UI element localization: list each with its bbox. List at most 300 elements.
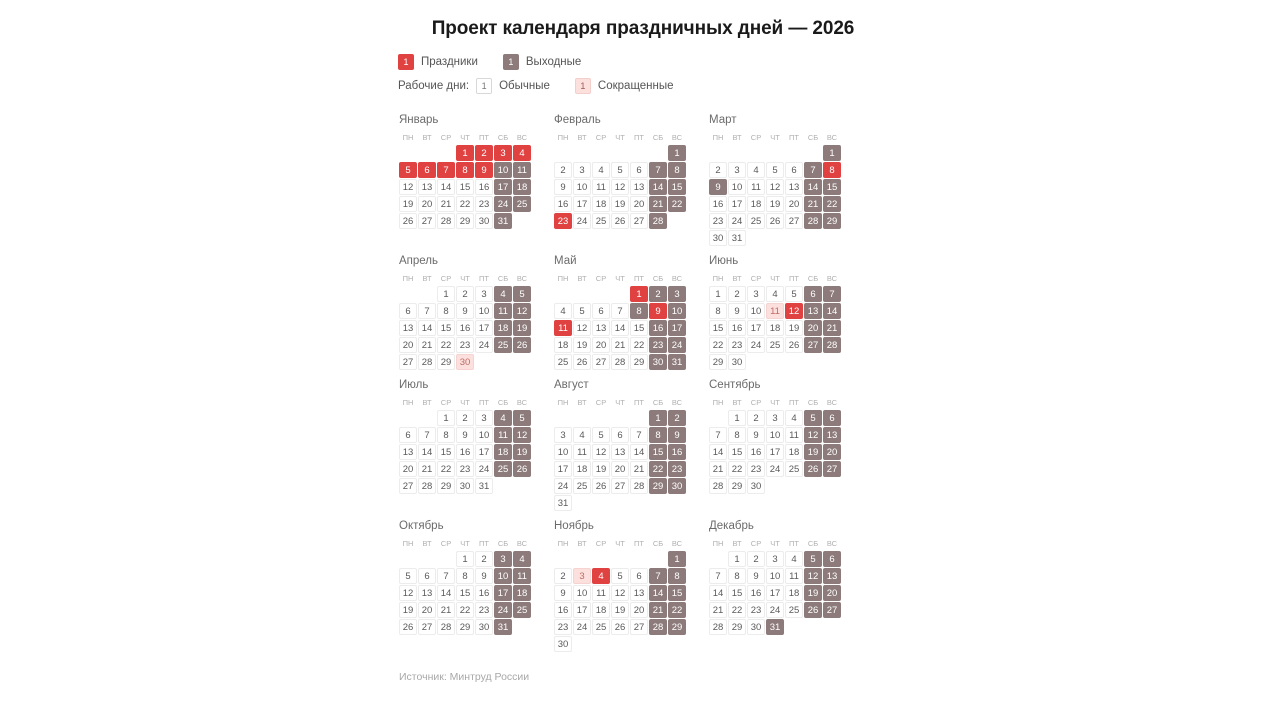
- day-cell-workday[interactable]: 16: [728, 320, 746, 336]
- day-cell-weekend[interactable]: 22: [668, 196, 686, 212]
- day-cell-workday[interactable]: 18: [592, 602, 610, 618]
- day-cell-workday[interactable]: 22: [728, 602, 746, 618]
- day-cell-weekend[interactable]: 31: [494, 619, 512, 635]
- day-cell-workday[interactable]: 9: [728, 303, 746, 319]
- day-cell-workday[interactable]: 4: [785, 551, 803, 567]
- day-cell-weekend[interactable]: 29: [649, 478, 667, 494]
- day-cell-workday[interactable]: 11: [592, 585, 610, 601]
- day-cell-workday[interactable]: 25: [592, 619, 610, 635]
- day-cell-workday[interactable]: 15: [456, 585, 474, 601]
- day-cell-workday[interactable]: 27: [592, 354, 610, 370]
- day-cell-workday[interactable]: 7: [611, 303, 629, 319]
- day-cell-workday[interactable]: 1: [456, 551, 474, 567]
- day-cell-workday[interactable]: 4: [766, 286, 784, 302]
- day-cell-workday[interactable]: 8: [709, 303, 727, 319]
- day-cell-workday[interactable]: 11: [785, 568, 803, 584]
- day-cell-weekend[interactable]: 19: [804, 585, 822, 601]
- day-cell-weekend[interactable]: 1: [668, 145, 686, 161]
- day-cell-weekend[interactable]: 12: [513, 303, 531, 319]
- day-cell-weekend[interactable]: 10: [668, 303, 686, 319]
- day-cell-weekend[interactable]: 10: [494, 568, 512, 584]
- day-cell-workday[interactable]: 14: [630, 444, 648, 460]
- day-cell-workday[interactable]: 16: [456, 320, 474, 336]
- day-cell-weekend[interactable]: 5: [804, 410, 822, 426]
- day-cell-workday[interactable]: 16: [475, 179, 493, 195]
- day-cell-workday[interactable]: 9: [554, 179, 572, 195]
- day-cell-workday[interactable]: 12: [592, 444, 610, 460]
- day-cell-workday[interactable]: 26: [399, 213, 417, 229]
- day-cell-workday[interactable]: 9: [475, 568, 493, 584]
- day-cell-workday[interactable]: 9: [747, 568, 765, 584]
- day-cell-workday[interactable]: 25: [766, 337, 784, 353]
- day-cell-holiday[interactable]: 5: [399, 162, 417, 178]
- day-cell-holiday[interactable]: 4: [513, 145, 531, 161]
- day-cell-workday[interactable]: 14: [611, 320, 629, 336]
- day-cell-workday[interactable]: 5: [611, 568, 629, 584]
- day-cell-workday[interactable]: 18: [573, 461, 591, 477]
- day-cell-workday[interactable]: 30: [475, 619, 493, 635]
- day-cell-workday[interactable]: 26: [399, 619, 417, 635]
- day-cell-workday[interactable]: 30: [747, 478, 765, 494]
- day-cell-workday[interactable]: 12: [399, 179, 417, 195]
- day-cell-workday[interactable]: 5: [766, 162, 784, 178]
- day-cell-weekend[interactable]: 29: [823, 213, 841, 229]
- day-cell-workday[interactable]: 6: [592, 303, 610, 319]
- day-cell-workday[interactable]: 22: [437, 461, 455, 477]
- day-cell-workday[interactable]: 20: [418, 602, 436, 618]
- day-cell-workday[interactable]: 27: [785, 213, 803, 229]
- day-cell-weekend[interactable]: 25: [513, 196, 531, 212]
- day-cell-weekend[interactable]: 15: [668, 585, 686, 601]
- day-cell-workday[interactable]: 10: [573, 179, 591, 195]
- day-cell-weekend[interactable]: 27: [804, 337, 822, 353]
- day-cell-workday[interactable]: 19: [611, 196, 629, 212]
- day-cell-workday[interactable]: 6: [399, 427, 417, 443]
- day-cell-workday[interactable]: 26: [592, 478, 610, 494]
- day-cell-workday[interactable]: 20: [630, 602, 648, 618]
- day-cell-weekend[interactable]: 30: [668, 478, 686, 494]
- day-cell-workday[interactable]: 23: [728, 337, 746, 353]
- day-cell-workday[interactable]: 11: [592, 179, 610, 195]
- day-cell-weekend[interactable]: 2: [668, 410, 686, 426]
- day-cell-weekend[interactable]: 6: [823, 551, 841, 567]
- day-cell-weekend[interactable]: 22: [823, 196, 841, 212]
- day-cell-workday[interactable]: 23: [475, 196, 493, 212]
- day-cell-weekend[interactable]: 26: [513, 461, 531, 477]
- day-cell-workday[interactable]: 19: [592, 461, 610, 477]
- day-cell-workday[interactable]: 21: [437, 602, 455, 618]
- day-cell-workday[interactable]: 29: [437, 354, 455, 370]
- day-cell-weekend[interactable]: 12: [804, 568, 822, 584]
- day-cell-workday[interactable]: 24: [475, 461, 493, 477]
- day-cell-workday[interactable]: 17: [573, 602, 591, 618]
- day-cell-weekend[interactable]: 28: [804, 213, 822, 229]
- day-cell-weekend[interactable]: 5: [513, 410, 531, 426]
- day-cell-workday[interactable]: 29: [630, 354, 648, 370]
- day-cell-weekend[interactable]: 31: [668, 354, 686, 370]
- day-cell-workday[interactable]: 9: [456, 427, 474, 443]
- day-cell-workday[interactable]: 19: [611, 602, 629, 618]
- day-cell-weekend[interactable]: 5: [804, 551, 822, 567]
- day-cell-weekend[interactable]: 25: [494, 337, 512, 353]
- day-cell-workday[interactable]: 23: [747, 461, 765, 477]
- day-cell-workday[interactable]: 2: [747, 551, 765, 567]
- day-cell-workday[interactable]: 20: [399, 337, 417, 353]
- day-cell-weekend[interactable]: 7: [649, 162, 667, 178]
- day-cell-workday[interactable]: 30: [709, 230, 727, 246]
- day-cell-workday[interactable]: 5: [399, 568, 417, 584]
- day-cell-workday[interactable]: 15: [728, 585, 746, 601]
- day-cell-workday[interactable]: 8: [456, 568, 474, 584]
- day-cell-workday[interactable]: 10: [475, 303, 493, 319]
- day-cell-workday[interactable]: 14: [437, 585, 455, 601]
- day-cell-workday[interactable]: 2: [728, 286, 746, 302]
- day-cell-workday[interactable]: 14: [437, 179, 455, 195]
- day-cell-workday[interactable]: 8: [728, 427, 746, 443]
- day-cell-workday[interactable]: 30: [747, 619, 765, 635]
- day-cell-workday[interactable]: 31: [475, 478, 493, 494]
- day-cell-workday[interactable]: 27: [418, 213, 436, 229]
- day-cell-weekend[interactable]: 12: [804, 427, 822, 443]
- day-cell-workday[interactable]: 15: [437, 444, 455, 460]
- day-cell-weekend[interactable]: 23: [668, 461, 686, 477]
- day-cell-weekend[interactable]: 20: [823, 585, 841, 601]
- day-cell-workday[interactable]: 16: [554, 602, 572, 618]
- day-cell-workday[interactable]: 28: [418, 354, 436, 370]
- day-cell-workday[interactable]: 23: [456, 461, 474, 477]
- day-cell-workday[interactable]: 7: [709, 568, 727, 584]
- day-cell-weekend[interactable]: 19: [513, 444, 531, 460]
- day-cell-workday[interactable]: 2: [554, 568, 572, 584]
- day-cell-workday[interactable]: 20: [592, 337, 610, 353]
- day-cell-weekend[interactable]: 4: [494, 410, 512, 426]
- day-cell-workday[interactable]: 18: [747, 196, 765, 212]
- day-cell-weekend[interactable]: 6: [804, 286, 822, 302]
- day-cell-workday[interactable]: 15: [456, 179, 474, 195]
- day-cell-workday[interactable]: 24: [766, 461, 784, 477]
- day-cell-workday[interactable]: 25: [592, 213, 610, 229]
- day-cell-short-workday[interactable]: 30: [456, 354, 474, 370]
- day-cell-workday[interactable]: 17: [475, 444, 493, 460]
- day-cell-workday[interactable]: 4: [592, 162, 610, 178]
- day-cell-workday[interactable]: 2: [475, 551, 493, 567]
- day-cell-workday[interactable]: 28: [437, 213, 455, 229]
- day-cell-weekend[interactable]: 13: [804, 303, 822, 319]
- day-cell-workday[interactable]: 26: [785, 337, 803, 353]
- day-cell-workday[interactable]: 31: [728, 230, 746, 246]
- day-cell-workday[interactable]: 11: [785, 427, 803, 443]
- day-cell-weekend[interactable]: 26: [513, 337, 531, 353]
- day-cell-workday[interactable]: 13: [399, 444, 417, 460]
- day-cell-workday[interactable]: 16: [475, 585, 493, 601]
- day-cell-workday[interactable]: 10: [766, 568, 784, 584]
- day-cell-workday[interactable]: 16: [747, 444, 765, 460]
- day-cell-workday[interactable]: 30: [728, 354, 746, 370]
- day-cell-workday[interactable]: 17: [554, 461, 572, 477]
- day-cell-workday[interactable]: 2: [456, 410, 474, 426]
- day-cell-workday[interactable]: 26: [766, 213, 784, 229]
- day-cell-workday[interactable]: 5: [785, 286, 803, 302]
- day-cell-workday[interactable]: 12: [611, 179, 629, 195]
- day-cell-holiday[interactable]: 9: [649, 303, 667, 319]
- day-cell-weekend[interactable]: 19: [804, 444, 822, 460]
- day-cell-workday[interactable]: 29: [456, 213, 474, 229]
- day-cell-workday[interactable]: 7: [437, 568, 455, 584]
- day-cell-workday[interactable]: 13: [399, 320, 417, 336]
- day-cell-weekend[interactable]: 9: [709, 179, 727, 195]
- day-cell-workday[interactable]: 4: [554, 303, 572, 319]
- day-cell-workday[interactable]: 22: [709, 337, 727, 353]
- day-cell-workday[interactable]: 6: [630, 568, 648, 584]
- day-cell-workday[interactable]: 15: [437, 320, 455, 336]
- day-cell-workday[interactable]: 27: [611, 478, 629, 494]
- day-cell-workday[interactable]: 11: [747, 179, 765, 195]
- day-cell-weekend[interactable]: 28: [649, 619, 667, 635]
- day-cell-workday[interactable]: 5: [592, 427, 610, 443]
- day-cell-workday[interactable]: 3: [766, 410, 784, 426]
- day-cell-workday[interactable]: 3: [747, 286, 765, 302]
- day-cell-workday[interactable]: 30: [554, 636, 572, 652]
- day-cell-workday[interactable]: 27: [399, 478, 417, 494]
- day-cell-workday[interactable]: 23: [475, 602, 493, 618]
- day-cell-workday[interactable]: 26: [611, 619, 629, 635]
- day-cell-workday[interactable]: 13: [418, 585, 436, 601]
- day-cell-workday[interactable]: 23: [709, 213, 727, 229]
- day-cell-workday[interactable]: 2: [747, 410, 765, 426]
- day-cell-workday[interactable]: 22: [437, 337, 455, 353]
- day-cell-workday[interactable]: 6: [418, 568, 436, 584]
- day-cell-workday[interactable]: 21: [418, 461, 436, 477]
- day-cell-workday[interactable]: 25: [573, 478, 591, 494]
- day-cell-workday[interactable]: 13: [418, 179, 436, 195]
- day-cell-workday[interactable]: 18: [785, 444, 803, 460]
- day-cell-weekend[interactable]: 24: [668, 337, 686, 353]
- day-cell-workday[interactable]: 1: [709, 286, 727, 302]
- day-cell-weekend[interactable]: 21: [649, 602, 667, 618]
- day-cell-workday[interactable]: 14: [418, 444, 436, 460]
- day-cell-workday[interactable]: 6: [785, 162, 803, 178]
- day-cell-holiday[interactable]: 1: [456, 145, 474, 161]
- day-cell-workday[interactable]: 2: [554, 162, 572, 178]
- day-cell-weekend[interactable]: 7: [823, 286, 841, 302]
- day-cell-workday[interactable]: 18: [766, 320, 784, 336]
- day-cell-workday[interactable]: 23: [456, 337, 474, 353]
- day-cell-workday[interactable]: 28: [611, 354, 629, 370]
- day-cell-workday[interactable]: 24: [766, 602, 784, 618]
- day-cell-workday[interactable]: 21: [630, 461, 648, 477]
- day-cell-workday[interactable]: 23: [747, 602, 765, 618]
- day-cell-workday[interactable]: 29: [437, 478, 455, 494]
- day-cell-workday[interactable]: 1: [437, 286, 455, 302]
- day-cell-weekend[interactable]: 31: [494, 213, 512, 229]
- day-cell-holiday[interactable]: 3: [494, 145, 512, 161]
- day-cell-weekend[interactable]: 24: [494, 602, 512, 618]
- day-cell-workday[interactable]: 14: [418, 320, 436, 336]
- day-cell-workday[interactable]: 24: [475, 337, 493, 353]
- day-cell-workday[interactable]: 10: [573, 585, 591, 601]
- day-cell-weekend[interactable]: 2: [649, 286, 667, 302]
- day-cell-workday[interactable]: 12: [573, 320, 591, 336]
- day-cell-workday[interactable]: 7: [418, 427, 436, 443]
- day-cell-workday[interactable]: 27: [399, 354, 417, 370]
- day-cell-weekend[interactable]: 8: [649, 427, 667, 443]
- day-cell-workday[interactable]: 3: [728, 162, 746, 178]
- day-cell-weekend[interactable]: 7: [804, 162, 822, 178]
- day-cell-weekend[interactable]: 15: [649, 444, 667, 460]
- day-cell-workday[interactable]: 12: [399, 585, 417, 601]
- day-cell-workday[interactable]: 31: [554, 495, 572, 511]
- day-cell-workday[interactable]: 5: [573, 303, 591, 319]
- day-cell-holiday[interactable]: 6: [418, 162, 436, 178]
- day-cell-workday[interactable]: 20: [611, 461, 629, 477]
- day-cell-workday[interactable]: 24: [573, 213, 591, 229]
- day-cell-workday[interactable]: 7: [630, 427, 648, 443]
- day-cell-workday[interactable]: 1: [728, 410, 746, 426]
- day-cell-weekend[interactable]: 3: [668, 286, 686, 302]
- day-cell-workday[interactable]: 24: [573, 619, 591, 635]
- day-cell-weekend[interactable]: 26: [804, 461, 822, 477]
- day-cell-workday[interactable]: 18: [592, 196, 610, 212]
- day-cell-workday[interactable]: 30: [475, 213, 493, 229]
- day-cell-workday[interactable]: 13: [630, 179, 648, 195]
- day-cell-workday[interactable]: 10: [475, 427, 493, 443]
- day-cell-weekend[interactable]: 10: [494, 162, 512, 178]
- day-cell-workday[interactable]: 17: [766, 444, 784, 460]
- day-cell-workday[interactable]: 16: [456, 444, 474, 460]
- day-cell-workday[interactable]: 11: [573, 444, 591, 460]
- day-cell-weekend[interactable]: 11: [513, 162, 531, 178]
- day-cell-workday[interactable]: 28: [709, 619, 727, 635]
- day-cell-workday[interactable]: 21: [709, 602, 727, 618]
- day-cell-workday[interactable]: 10: [766, 427, 784, 443]
- day-cell-workday[interactable]: 29: [709, 354, 727, 370]
- day-cell-workday[interactable]: 4: [747, 162, 765, 178]
- day-cell-workday[interactable]: 27: [418, 619, 436, 635]
- day-cell-workday[interactable]: 9: [747, 427, 765, 443]
- day-cell-weekend[interactable]: 14: [804, 179, 822, 195]
- day-cell-workday[interactable]: 21: [611, 337, 629, 353]
- day-cell-workday[interactable]: 18: [554, 337, 572, 353]
- day-cell-weekend[interactable]: 4: [494, 286, 512, 302]
- day-cell-weekend[interactable]: 18: [494, 320, 512, 336]
- day-cell-workday[interactable]: 8: [437, 303, 455, 319]
- day-cell-workday[interactable]: 25: [785, 602, 803, 618]
- day-cell-workday[interactable]: 17: [747, 320, 765, 336]
- day-cell-workday[interactable]: 22: [456, 602, 474, 618]
- day-cell-workday[interactable]: 3: [475, 286, 493, 302]
- day-cell-workday[interactable]: 29: [728, 619, 746, 635]
- day-cell-workday[interactable]: 17: [728, 196, 746, 212]
- day-cell-workday[interactable]: 13: [592, 320, 610, 336]
- day-cell-holiday[interactable]: 9: [475, 162, 493, 178]
- day-cell-workday[interactable]: 20: [418, 196, 436, 212]
- day-cell-workday[interactable]: 7: [709, 427, 727, 443]
- day-cell-workday[interactable]: 30: [456, 478, 474, 494]
- day-cell-weekend[interactable]: 17: [494, 179, 512, 195]
- day-cell-weekend[interactable]: 19: [513, 320, 531, 336]
- day-cell-weekend[interactable]: 25: [494, 461, 512, 477]
- day-cell-weekend[interactable]: 13: [823, 427, 841, 443]
- day-cell-workday[interactable]: 18: [785, 585, 803, 601]
- day-cell-weekend[interactable]: 8: [668, 162, 686, 178]
- day-cell-weekend[interactable]: 30: [649, 354, 667, 370]
- day-cell-workday[interactable]: 3: [573, 162, 591, 178]
- day-cell-weekend[interactable]: 11: [494, 427, 512, 443]
- day-cell-workday[interactable]: 23: [554, 619, 572, 635]
- day-cell-weekend[interactable]: 27: [823, 461, 841, 477]
- day-cell-workday[interactable]: 26: [573, 354, 591, 370]
- day-cell-workday[interactable]: 1: [437, 410, 455, 426]
- day-cell-workday[interactable]: 6: [630, 162, 648, 178]
- day-cell-workday[interactable]: 29: [456, 619, 474, 635]
- day-cell-weekend[interactable]: 1: [823, 145, 841, 161]
- day-cell-workday[interactable]: 8: [437, 427, 455, 443]
- day-cell-holiday[interactable]: 8: [456, 162, 474, 178]
- day-cell-weekend[interactable]: 7: [649, 568, 667, 584]
- day-cell-weekend[interactable]: 1: [649, 410, 667, 426]
- day-cell-weekend[interactable]: 15: [668, 179, 686, 195]
- day-cell-workday[interactable]: 27: [630, 619, 648, 635]
- day-cell-weekend[interactable]: 14: [649, 585, 667, 601]
- day-cell-workday[interactable]: 7: [418, 303, 436, 319]
- day-cell-weekend[interactable]: 21: [823, 320, 841, 336]
- day-cell-weekend[interactable]: 31: [766, 619, 784, 635]
- day-cell-workday[interactable]: 16: [747, 585, 765, 601]
- day-cell-weekend[interactable]: 16: [649, 320, 667, 336]
- day-cell-workday[interactable]: 12: [611, 585, 629, 601]
- day-cell-workday[interactable]: 22: [728, 461, 746, 477]
- day-cell-workday[interactable]: 1: [728, 551, 746, 567]
- day-cell-workday[interactable]: 9: [554, 585, 572, 601]
- day-cell-workday[interactable]: 10: [747, 303, 765, 319]
- day-cell-workday[interactable]: 12: [766, 179, 784, 195]
- day-cell-holiday[interactable]: 11: [554, 320, 572, 336]
- day-cell-holiday[interactable]: 8: [823, 162, 841, 178]
- day-cell-workday[interactable]: 17: [475, 320, 493, 336]
- day-cell-weekend[interactable]: 22: [668, 602, 686, 618]
- day-cell-workday[interactable]: 19: [573, 337, 591, 353]
- day-cell-weekend[interactable]: 8: [630, 303, 648, 319]
- day-cell-weekend[interactable]: 28: [649, 213, 667, 229]
- day-cell-weekend[interactable]: 18: [513, 179, 531, 195]
- day-cell-workday[interactable]: 28: [418, 478, 436, 494]
- day-cell-workday[interactable]: 21: [437, 196, 455, 212]
- day-cell-weekend[interactable]: 20: [823, 444, 841, 460]
- day-cell-workday[interactable]: 20: [399, 461, 417, 477]
- day-cell-workday[interactable]: 28: [630, 478, 648, 494]
- day-cell-weekend[interactable]: 13: [823, 568, 841, 584]
- day-cell-weekend[interactable]: 24: [494, 196, 512, 212]
- day-cell-workday[interactable]: 10: [728, 179, 746, 195]
- day-cell-weekend[interactable]: 16: [668, 444, 686, 460]
- day-cell-holiday[interactable]: 23: [554, 213, 572, 229]
- day-cell-workday[interactable]: 4: [785, 410, 803, 426]
- day-cell-workday[interactable]: 2: [709, 162, 727, 178]
- day-cell-workday[interactable]: 15: [630, 320, 648, 336]
- day-cell-workday[interactable]: 20: [630, 196, 648, 212]
- day-cell-workday[interactable]: 3: [475, 410, 493, 426]
- day-cell-weekend[interactable]: 11: [494, 303, 512, 319]
- day-cell-weekend[interactable]: 1: [668, 551, 686, 567]
- day-cell-workday[interactable]: 24: [747, 337, 765, 353]
- day-cell-workday[interactable]: 29: [728, 478, 746, 494]
- day-cell-weekend[interactable]: 25: [513, 602, 531, 618]
- day-cell-workday[interactable]: 17: [573, 196, 591, 212]
- day-cell-weekend[interactable]: 14: [649, 179, 667, 195]
- day-cell-workday[interactable]: 26: [611, 213, 629, 229]
- day-cell-weekend[interactable]: 27: [823, 602, 841, 618]
- day-cell-workday[interactable]: 25: [554, 354, 572, 370]
